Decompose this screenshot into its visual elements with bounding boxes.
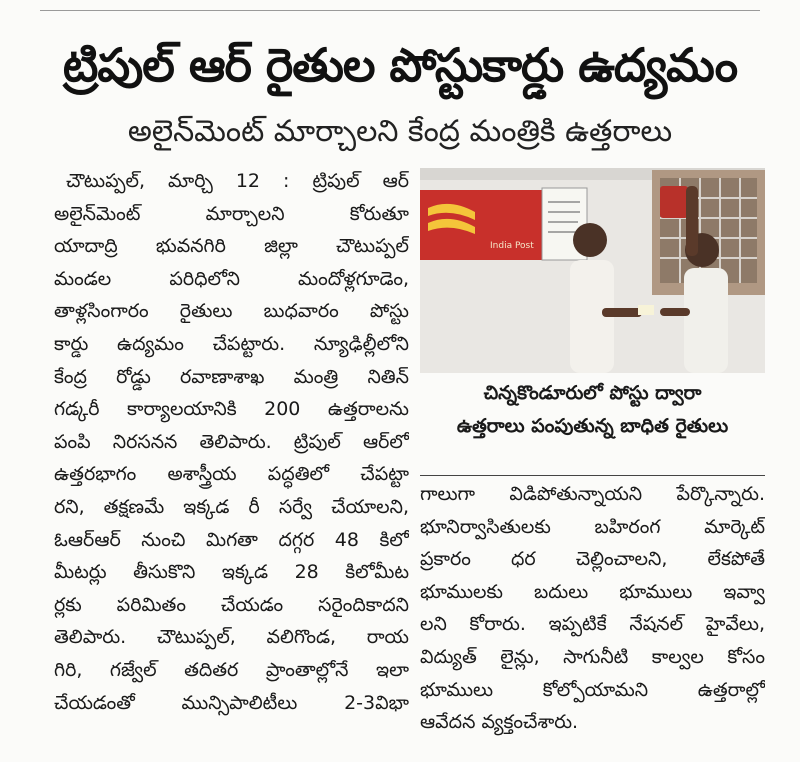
- article-line: భూనిర్వాసితులకు బహిరంగ మార్కెట్: [420, 515, 765, 538]
- caption-line: ఉత్తరాలు పంపుతున్న బాధిత రైతులు: [456, 415, 729, 437]
- article-line: పంపి నిరసనన తెలిపారు. ట్రిపుల్ ఆర్‌లో: [54, 430, 409, 453]
- article-line: ఆవేదన వ్యక్తంచేశారు.: [420, 711, 579, 734]
- article-line: గడ్కరీ కార్యాలయానికి 200 ఉత్తరాలను: [54, 398, 409, 421]
- article-line: ఓఆర్ఆర్ నుంచి మిగతా దగ్గర 48 కిలో: [54, 528, 409, 551]
- top-rule: [40, 10, 760, 11]
- article-line: భూములు కోల్పోయామని ఉత్తరాల్లో: [420, 678, 765, 701]
- article-line: యాదాద్రి భువనగిరి జిల్లా చౌటుప్పల్: [54, 235, 409, 258]
- article-line: చౌటుప్పల్, మార్చి 12 : ట్రిపుల్ ఆర్: [66, 170, 409, 192]
- photo-caption: [420, 377, 765, 475]
- headline: ట్రిపుల్ ఆర్ రైతుల పోస్టుకార్డు ఉద్యమం: [62, 38, 738, 92]
- article-line: భూములకు బదులు భూములు ఇవ్వా: [420, 580, 765, 603]
- article-line: మండల పరిధిలోని మందోళ్లగూడెం,: [54, 267, 409, 290]
- article-line: ఉత్తరభాగం అశాస్త్రీయ పద్ధతిలో చేపట్టా: [54, 463, 409, 486]
- article-line: తెలిపారు. చౌటుప్పల్, వలిగొండ, రాయ: [54, 626, 409, 649]
- article-line: చేయడంతో మున్సిపాలిటీలు 2-3విభా: [54, 691, 409, 714]
- article-line: గాలుగా విడిపోతున్నాయని పేర్కొన్నారు.: [420, 483, 765, 505]
- caption-divider: [420, 475, 765, 476]
- right-column: [420, 478, 765, 739]
- article-line: ప్రకారం ధర చెల్లించాలని, లేకపోతే: [420, 548, 765, 571]
- left-column: [54, 165, 409, 719]
- caption-line: చిన్నకొండూరులో పోస్టు ద్వారా: [483, 382, 702, 404]
- article-line: మీటర్లు తీసుకొని ఇక్కడ 28 కిలోమీట: [54, 561, 409, 584]
- article-line: ర్లకు పరిమితం చేయడం సరైందికాదని: [54, 593, 409, 616]
- photo-illustration: [420, 168, 765, 373]
- article-line: తాళ్లసింగారం రైతులు బుధవారం పోస్టు: [54, 300, 409, 323]
- post-sign-text: India Post: [490, 241, 534, 251]
- article-line: లని కోరారు. ఇప్పటికే నేషనల్ హైవేలు,: [420, 613, 765, 636]
- article-line: అలైన్‌మెంట్ మార్చాలని కోరుతూ: [54, 202, 409, 225]
- article-line: గిరి, గజ్వేల్ తదితర ప్రాంతాల్లోనే ఇలా: [54, 658, 409, 681]
- article-line: కేంద్ర రోడ్డు రవాణాశాఖ మంత్రి నితిన్: [54, 365, 409, 388]
- news-photo: [420, 168, 765, 373]
- article-line: విద్యుత్ లైన్లు, సాగునీటి కాల్వల కోసం: [420, 645, 765, 668]
- article-line: కార్డు ఉద్యమం చేపట్టారు. న్యూఢిల్లీలోని: [54, 332, 409, 355]
- subheadline: అలైన్‌మెంట్ మార్చాలని కేంద్ర మంత్రికి ఉత్తరాలు: [127, 114, 673, 149]
- article-line: రని, తక్షణమే ఇక్కడ రీ సర్వే చేయాలని,: [54, 495, 409, 518]
